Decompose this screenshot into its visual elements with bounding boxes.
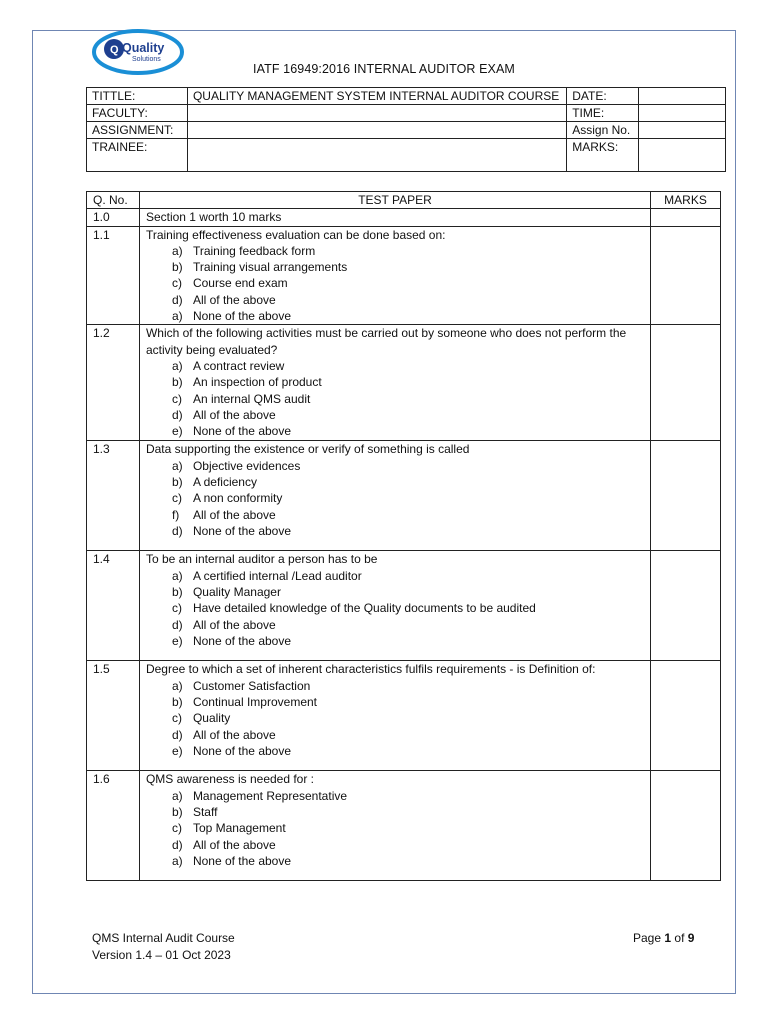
option-text: None of the above [192, 743, 292, 758]
option-letter: c) [171, 711, 182, 726]
option-list [146, 788, 644, 869]
option-text: Staff [192, 804, 218, 819]
option-letter: d) [171, 617, 183, 632]
option-letter: e) [171, 424, 183, 439]
option-letter: b) [171, 584, 183, 599]
marks-cell[interactable] [651, 325, 721, 441]
page-of: of [674, 931, 685, 945]
question-number: 1.3 [87, 441, 140, 551]
option-text: A deficiency [192, 474, 257, 489]
info-label: TRAINEE: [87, 139, 188, 172]
answer-option[interactable] [146, 837, 644, 853]
answer-option[interactable] [146, 788, 644, 804]
page-word: Page [633, 931, 662, 945]
option-text: Continual Improvement [192, 694, 317, 709]
answer-option[interactable] [146, 568, 644, 584]
question-text: Which of the following activities must be carried out by someone who does not perform the activity being evaluated? [145, 326, 627, 357]
answer-option[interactable] [146, 243, 644, 259]
answer-option[interactable] [146, 617, 644, 633]
option-text: None of the above [192, 633, 292, 648]
option-list [146, 243, 644, 324]
question-number: 1.1 [87, 226, 140, 325]
option-letter: c) [171, 491, 182, 506]
svg-text:Quality: Quality [122, 41, 165, 55]
question-row [87, 226, 721, 325]
info-value-field[interactable] [187, 139, 566, 172]
option-text: A non conformity [192, 491, 283, 506]
header-qno: Q. No. [87, 192, 140, 209]
answer-option[interactable] [146, 391, 644, 407]
option-text: An internal QMS audit [192, 391, 311, 406]
option-letter: a) [171, 568, 183, 583]
option-letter: c) [171, 276, 182, 291]
marks-cell[interactable] [651, 226, 721, 325]
info-value: QUALITY MANAGEMENT SYSTEM INTERNAL AUDITOR COURSE [187, 88, 566, 105]
option-list [146, 568, 644, 649]
option-letter: e) [171, 743, 183, 758]
footer-left [92, 930, 235, 964]
info-value-field[interactable] [187, 105, 566, 122]
course-info-table [86, 87, 726, 172]
option-letter: d) [171, 837, 183, 852]
info-row-faculty [87, 105, 726, 122]
answer-option[interactable] [146, 507, 644, 523]
footer-course: QMS Internal Audit Course [92, 931, 235, 945]
question-text: To be an internal auditor a person has to be [145, 552, 378, 567]
option-letter: b) [171, 694, 183, 709]
questions-body [87, 226, 721, 881]
option-letter: b) [171, 474, 183, 489]
question-text: Degree to which a set of inherent characteristics fulfils requirements - is Definition of: [145, 662, 596, 677]
answer-option[interactable] [146, 458, 644, 474]
option-letter: e) [171, 633, 183, 648]
marks-cell[interactable] [651, 771, 721, 881]
option-text: All of the above [192, 507, 276, 522]
answer-option[interactable] [146, 584, 644, 600]
header-test-paper: TEST PAPER [139, 192, 650, 209]
option-text: None of the above [192, 309, 292, 324]
svg-text:Q: Q [110, 44, 119, 56]
option-text: Quality [192, 711, 231, 726]
info-value-field[interactable] [639, 122, 726, 139]
info-label: Assign No. [567, 122, 639, 139]
option-letter: b) [171, 375, 183, 390]
answer-option[interactable] [146, 743, 644, 759]
answer-option[interactable] [146, 600, 644, 616]
info-value-field[interactable] [187, 122, 566, 139]
option-text: Quality Manager [192, 584, 281, 599]
option-text: None of the above [192, 424, 292, 439]
question-text: QMS awareness is needed for : [145, 772, 315, 787]
option-letter: b) [171, 804, 183, 819]
question-row [87, 661, 721, 771]
question-row [87, 551, 721, 661]
marks-cell[interactable] [651, 441, 721, 551]
option-letter: c) [171, 601, 182, 616]
option-text: An inspection of product [192, 375, 322, 390]
question-table [86, 191, 721, 881]
question-row [87, 771, 721, 881]
page-total: 9 [687, 931, 695, 945]
option-text: All of the above [192, 727, 276, 742]
answer-option[interactable] [146, 710, 644, 726]
option-list [146, 458, 644, 539]
svg-text:Solutions: Solutions [132, 56, 161, 63]
question-cell [139, 441, 650, 551]
marks-cell[interactable] [651, 209, 721, 226]
option-letter: a) [171, 788, 183, 803]
answer-option[interactable] [146, 678, 644, 694]
info-label: TITTLE: [87, 88, 188, 105]
page-current: 1 [664, 931, 672, 945]
question-cell [139, 661, 650, 771]
option-text: A certified internal /Lead auditor [192, 568, 362, 583]
info-row-assignment [87, 122, 726, 139]
answer-option[interactable] [146, 727, 644, 743]
option-text: All of the above [192, 617, 276, 632]
footer-version: Version 1.4 – 01 Oct 2023 [92, 948, 231, 962]
header-marks: MARKS [651, 192, 721, 209]
info-row-title [87, 88, 726, 105]
question-text: Training effectiveness evaluation can be done based on: [145, 227, 446, 242]
answer-option[interactable] [146, 292, 644, 308]
option-letter: a) [171, 358, 183, 373]
question-cell [139, 551, 650, 661]
option-text: All of the above [192, 837, 276, 852]
answer-option[interactable] [146, 820, 644, 836]
answer-option[interactable] [146, 490, 644, 506]
answer-option[interactable] [146, 358, 644, 374]
question-number: 1.2 [87, 325, 140, 441]
question-number: 1.5 [87, 661, 140, 771]
answer-option[interactable] [146, 407, 644, 423]
option-text: None of the above [192, 523, 292, 538]
option-text: A contract review [192, 358, 285, 373]
answer-option[interactable] [146, 694, 644, 710]
option-letter: a) [171, 458, 183, 473]
option-letter: b) [171, 260, 183, 275]
answer-option[interactable] [146, 423, 644, 439]
info-value-field[interactable] [639, 139, 726, 172]
option-letter: a) [171, 243, 183, 258]
question-cell [139, 325, 650, 441]
answer-option[interactable] [146, 633, 644, 649]
option-letter: d) [171, 523, 183, 538]
question-row [87, 325, 721, 441]
option-letter: a) [171, 309, 183, 324]
info-label: TIME: [567, 105, 639, 122]
option-letter: a) [171, 678, 183, 693]
option-letter: c) [171, 391, 182, 406]
option-text: Top Management [192, 821, 286, 836]
option-text: Objective evidences [192, 458, 301, 473]
option-text: Management Representative [192, 788, 348, 803]
marks-cell[interactable] [651, 661, 721, 771]
option-list [146, 678, 644, 759]
page-indicator [633, 930, 694, 947]
exam-title: IATF 16949:2016 INTERNAL AUDITOR EXAM [253, 62, 515, 76]
answer-option[interactable] [146, 474, 644, 490]
option-letter: d) [171, 407, 183, 422]
option-text: Have detailed knowledge of the Quality documents to be audited [192, 601, 536, 616]
question-text: Data supporting the existence or verify of something is called [145, 442, 470, 457]
question-cell [139, 226, 650, 325]
option-letter: c) [171, 821, 182, 836]
option-text: None of the above [192, 853, 292, 868]
option-list [146, 358, 644, 439]
answer-option[interactable] [146, 259, 644, 275]
answer-option[interactable] [146, 523, 644, 539]
option-letter: a) [171, 853, 183, 868]
question-row [87, 441, 721, 551]
option-text: All of the above [192, 407, 276, 422]
option-letter: d) [171, 727, 183, 742]
info-label: FACULTY: [87, 105, 188, 122]
option-letter: d) [171, 292, 183, 307]
info-label: MARKS: [567, 139, 639, 172]
question-number: 1.0 [87, 209, 140, 226]
section-row [87, 209, 721, 226]
answer-option[interactable] [146, 374, 644, 390]
option-text: Training visual arrangements [192, 260, 348, 275]
option-text: Course end exam [192, 276, 288, 291]
question-table-header [87, 192, 721, 209]
info-value-field[interactable] [639, 105, 726, 122]
answer-option[interactable] [146, 308, 644, 324]
answer-option[interactable] [146, 804, 644, 820]
option-text: Training feedback form [192, 243, 316, 258]
info-value-field[interactable] [639, 88, 726, 105]
option-letter: f) [171, 507, 180, 522]
marks-cell[interactable] [651, 551, 721, 661]
answer-option[interactable] [146, 275, 644, 291]
question-number: 1.6 [87, 771, 140, 881]
info-row-trainee [87, 139, 726, 172]
option-text: Customer Satisfaction [192, 678, 311, 693]
option-text: All of the above [192, 292, 276, 307]
question-cell [139, 771, 650, 881]
info-label: DATE: [567, 88, 639, 105]
question-number: 1.4 [87, 551, 140, 661]
info-label: ASSIGNMENT: [87, 122, 188, 139]
section-text: Section 1 worth 10 marks [139, 209, 650, 226]
answer-option[interactable] [146, 853, 644, 869]
